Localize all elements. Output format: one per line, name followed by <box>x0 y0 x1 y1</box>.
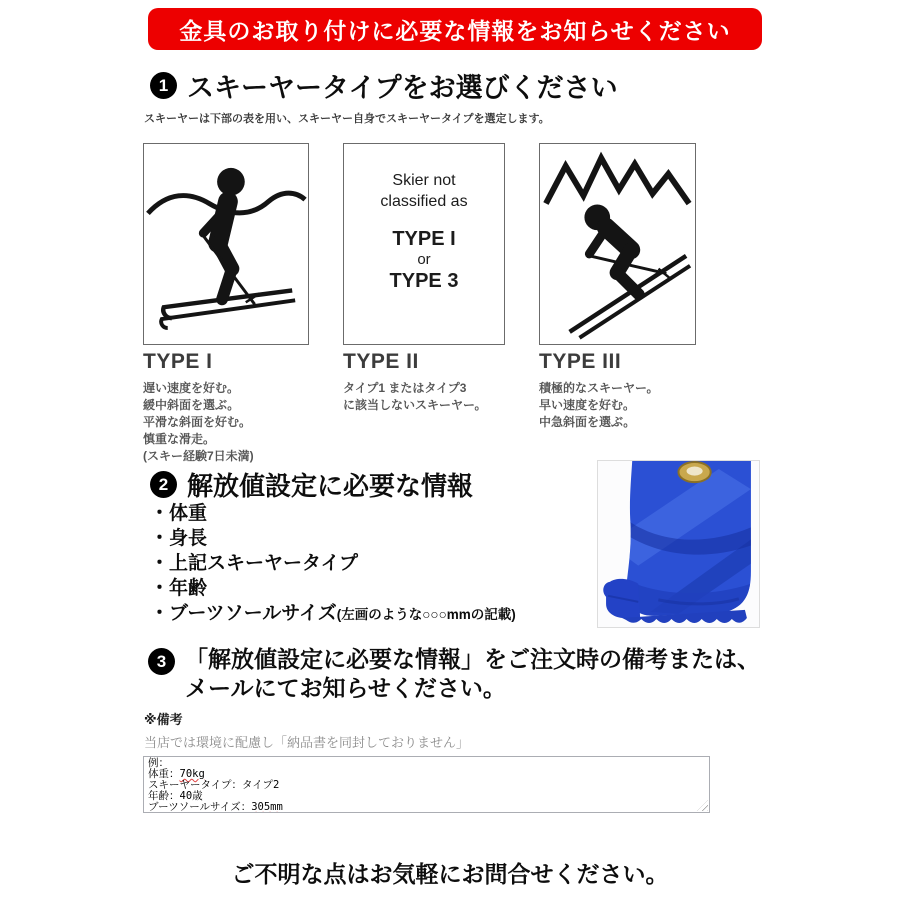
ski-boot-image <box>597 460 760 628</box>
type3-label: TYPE III <box>539 350 622 373</box>
skier-type-cards <box>143 143 696 465</box>
banner-text: 金具のお取り付けに必要な情報をお知らせください <box>179 17 731 44</box>
example-line: ブーツソールサイズ：305mm <box>148 801 283 813</box>
list-item: ・身長 <box>150 528 208 549</box>
example-line: 例： <box>148 757 169 769</box>
type2-card <box>343 143 505 345</box>
example-line: 年齢：40歳 <box>148 790 203 802</box>
type3-card <box>539 143 696 345</box>
section3-heading <box>148 645 760 703</box>
type2-column <box>343 143 505 465</box>
type3-column <box>539 143 696 465</box>
boot-sole-note: (左画のような○○○mmの記載) <box>336 607 516 622</box>
list-item: ・上記スキーヤータイプ <box>150 553 359 574</box>
required-info-list <box>150 501 516 626</box>
list-item: ・年齢 <box>150 578 208 599</box>
type2-card-text: Skier not classified as TYPE I or TYPE 3 <box>380 172 468 292</box>
type1-column <box>143 143 309 465</box>
steep-slope-skier-icon <box>540 144 695 344</box>
list-item: ・ブーツソールサイズ(左画のような○○○mmの記載) <box>150 603 516 624</box>
info-banner <box>148 8 762 50</box>
blue-ski-boot-heel-icon <box>598 461 759 627</box>
step3-number-icon: 3 <box>148 648 175 675</box>
contact-footer-text: ご不明な点はお気軽にお問合せください。 <box>231 861 669 887</box>
section2-heading <box>150 466 473 503</box>
remarks-label: ※備考 <box>144 712 183 727</box>
gentle-slope-skier-icon <box>144 144 308 344</box>
section1-heading <box>150 66 618 105</box>
remarks-textarea[interactable] <box>143 756 710 813</box>
type1-label: TYPE I <box>143 350 213 373</box>
weight-value: 70kg <box>179 768 205 780</box>
type1-card <box>143 143 309 345</box>
step2-number-icon: 2 <box>150 471 177 498</box>
section1-note: スキーヤーは下部の表を用い、スキーヤー自身でスキーヤータイプを選定します。 <box>144 113 550 125</box>
section2-title: 解放値設定に必要な情報 <box>187 471 474 501</box>
example-line: スキーヤータイプ：タイプ2 <box>148 779 280 791</box>
type2-description: タイプ1 またはタイプ3 に該当しないスキーヤー。 <box>343 381 487 412</box>
section1-title: スキーヤータイプをお選びください <box>187 73 618 103</box>
example-line: 体重：70kg <box>148 768 205 780</box>
section3-title: 「解放値設定に必要な情報」をご注文時の備考または、 メールにてお知らせください。 <box>185 646 760 701</box>
type2-label: TYPE II <box>343 350 419 373</box>
step1-number-icon: 1 <box>150 72 177 99</box>
type1-description: 遅い速度を好む。 緩中斜面を選ぶ。 平滑な斜面を好む。 慎重な滑走。 (スキー経験7日未満) <box>143 381 254 463</box>
list-item: ・体重 <box>150 503 208 524</box>
no-invoice-notice: 当店では環境に配慮し「納品書を同封しておりません」 <box>144 735 470 750</box>
sole-size-value: 305mm <box>251 801 283 813</box>
type3-description: 積極的なスキーヤー。 早い速度を好む。 中急斜面を選ぶ。 <box>539 381 659 429</box>
